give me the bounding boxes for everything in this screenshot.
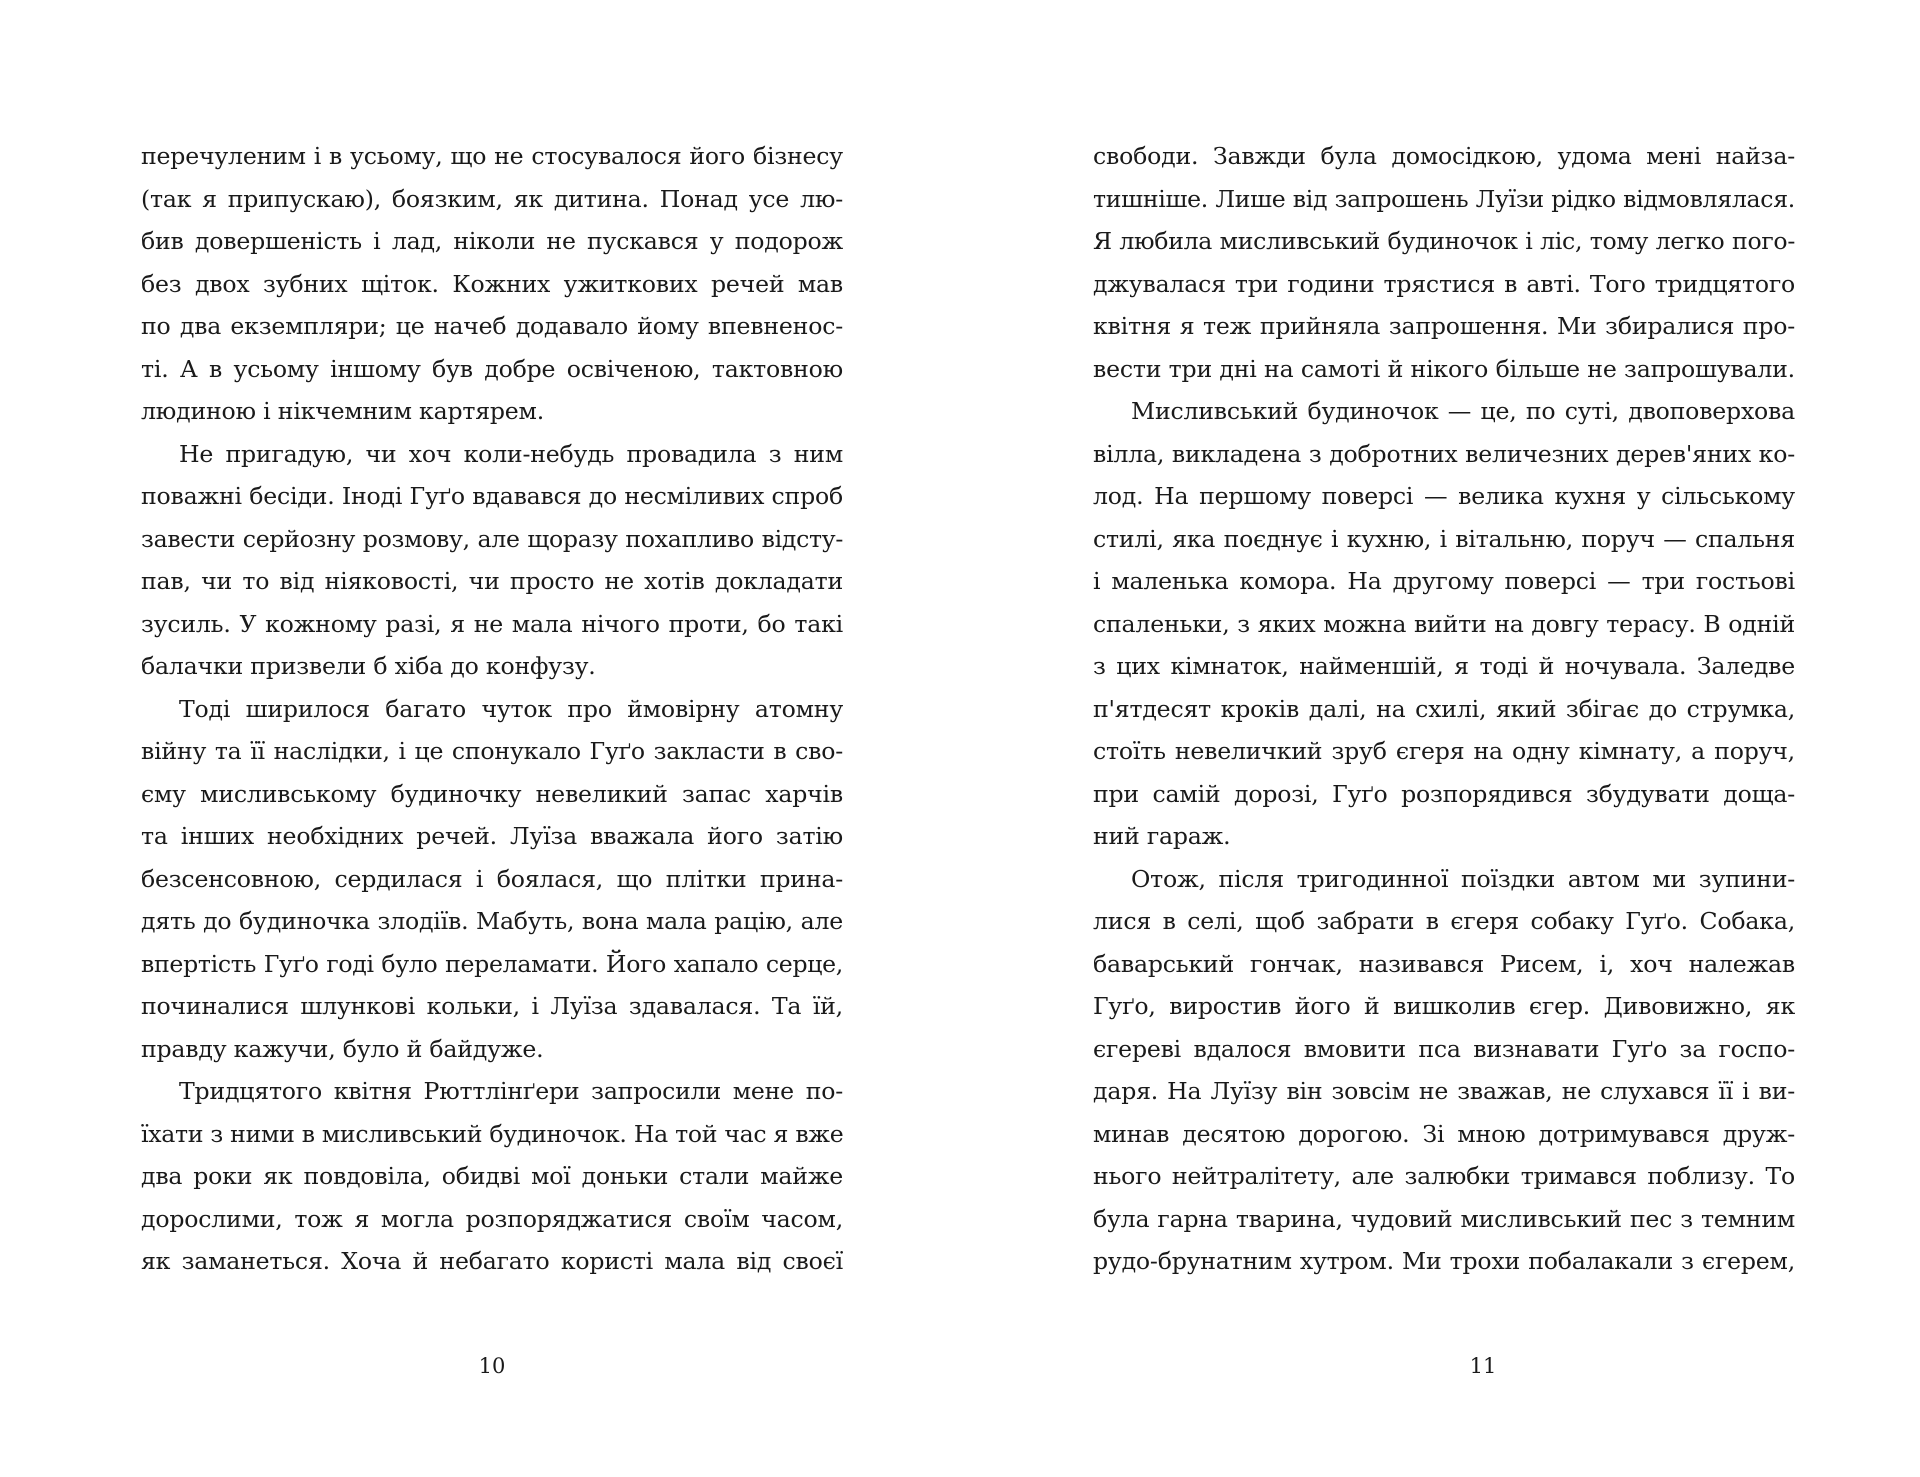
text-line: лод. На першому поверсі — велика кухня у сільському	[1093, 482, 1795, 510]
text-line: правду кажучи, було й байдуже.	[141, 1034, 544, 1063]
text-line: даря. На Луїзу він зовсім не зважав, не слухався її і ви-	[1093, 1077, 1795, 1105]
text-line: зусиль. У кожному разі, я не мала нічого проти, бо такі	[141, 609, 843, 638]
text-line: свободи. Завжди була домосідкою, удома мені найза-	[1093, 142, 1795, 170]
text-line: при самій дорозі, Гуґо розпорядився збудувати доща-	[1093, 779, 1795, 808]
text-line: вести три дні на самоті й нікого більше не запрошували.	[1093, 354, 1795, 383]
text-line: ті. А в усьому іншому був добре освіченою, тактовною	[141, 354, 843, 383]
text-line: джувалася три години трястися в авті. Того тридцятого	[1093, 269, 1795, 298]
left-page-number: 10	[478, 1354, 506, 1378]
text-line: впертість Гуґо годі було переламати. Його хапало серце,	[141, 949, 843, 978]
text-line: єгереві вдалося вмовити пса визнавати Гуґо за госпо-	[1093, 1034, 1795, 1063]
text-line: і маленька комора. На другому поверсі — три гостьові	[1093, 567, 1795, 595]
text-line: пав, чи то від ніяковості, чи просто не хотів докладати	[141, 567, 843, 595]
text-line: бив довершеність і лад, ніколи не пускався у подорож	[141, 227, 843, 255]
text-line: стилі, яка поєднує і кухню, і вітальню, поруч — спальня	[1093, 524, 1795, 553]
text-line: перечуленим і в усьому, що не стосувалося його бізнесу	[141, 142, 843, 170]
text-line: їхати з ними в мисливський будиночок. На той час я вже	[141, 1119, 844, 1148]
text-line: ний гараж.	[1093, 822, 1231, 850]
text-line: Отож, після тригодинної поїздки автом ми зупини-	[1131, 864, 1795, 893]
text-line: Я любила мисливський будиночок і ліс, тому легко пого-	[1093, 227, 1795, 255]
text-line: поважні бесіди. Іноді Гуґо вдавався до несміливих спроб	[141, 482, 843, 510]
text-line: дорослими, тож я могла розпоряджатися своїм часом,	[141, 1204, 843, 1233]
text-line: по два екземпляри; це начеб додавало йому впевненос-	[141, 312, 843, 340]
text-line: стоїть невеличкий зруб єгеря на одну кімнату, а поруч,	[1093, 737, 1795, 765]
text-line: квітня я теж прийняла запрошення. Ми збиралися про-	[1093, 312, 1795, 340]
right-page-number: 11	[1469, 1354, 1497, 1378]
text-line: Гуґо, виростив його й вишколив єгер. Дивовижно, як	[1093, 992, 1795, 1020]
text-line: війну та її наслідки, і це спонукало Гуґо закласти в сво-	[141, 737, 843, 765]
text-line: лися в селі, щоб забрати в єгеря собаку Гуґо. Собака,	[1093, 907, 1795, 935]
text-line: єму мисливському будиночку невеликий запас харчів	[141, 779, 843, 808]
text-line: Тридцятого квітня Рюттлінґери запросили мене по-	[179, 1077, 843, 1105]
text-line: балачки призвели б хіба до конфузу.	[141, 652, 596, 680]
text-line: Мисливський будиночок — це, по суті, двоповерхова	[1131, 397, 1795, 425]
text-line: два роки як повдовіла, обидві мої доньки стали майже	[141, 1162, 843, 1190]
text-line: людиною і нікчемним картярем.	[141, 397, 545, 425]
text-line: Тоді ширилося багато чуток про ймовірну атомну	[179, 694, 843, 723]
text-line: (так я припускаю), боязким, як дитина. Понад усе лю-	[141, 184, 843, 213]
text-line: та інших необхідних речей. Луїза вважала його затію	[141, 822, 843, 850]
text-line: завести серйозну розмову, але щоразу похапливо відсту-	[141, 524, 843, 553]
text-line: тишніше. Лише від запрошень Луїзи рідко відмовлялася.	[1093, 184, 1795, 213]
text-line: нього нейтралітету, але залюбки тримався поблизу. То	[1093, 1162, 1795, 1190]
text-line: дять до будиночка злодіїв. Мабуть, вона мала рацію, але	[141, 907, 843, 935]
text-line: рудо-брунатним хутром. Ми трохи побалакали з єгерем,	[1093, 1247, 1795, 1275]
text-line: спаленьки, з яких можна вийти на довгу терасу. В одній	[1093, 609, 1795, 638]
text-line: вілла, викладена з добротних величезних дерев'яних ко-	[1093, 439, 1795, 468]
text-line: як заманеться. Хоча й небагато користі мала від своєї	[141, 1247, 843, 1275]
left-page-text	[141, 135, 843, 1283]
right-page-text	[1093, 135, 1795, 1283]
text-line: п'ятдесят кроків далі, на схилі, який збігає до струмка,	[1093, 694, 1795, 723]
text-line: Не пригадую, чи хоч коли-небудь провадила з ним	[179, 439, 843, 468]
text-line: починалися шлункові кольки, і Луїза здавалася. Та їй,	[141, 992, 843, 1020]
text-line: минав десятою дорогою. Зі мною дотримувався друж-	[1093, 1119, 1795, 1148]
text-line: без двох зубних щіток. Кожних ужиткових речей мав	[141, 269, 843, 298]
right-page	[960, 0, 1920, 1477]
text-line: баварський гончак, називався Рисем, і, хоч належав	[1093, 949, 1795, 978]
text-line: була гарна тварина, чудовий мисливський пес з темним	[1093, 1204, 1795, 1233]
text-line: безсенсовною, сердилася і боялася, що плітки прина-	[141, 864, 843, 893]
text-line: з цих кімнаток, найменшій, я тоді й ночувала. Заледве	[1093, 652, 1795, 680]
